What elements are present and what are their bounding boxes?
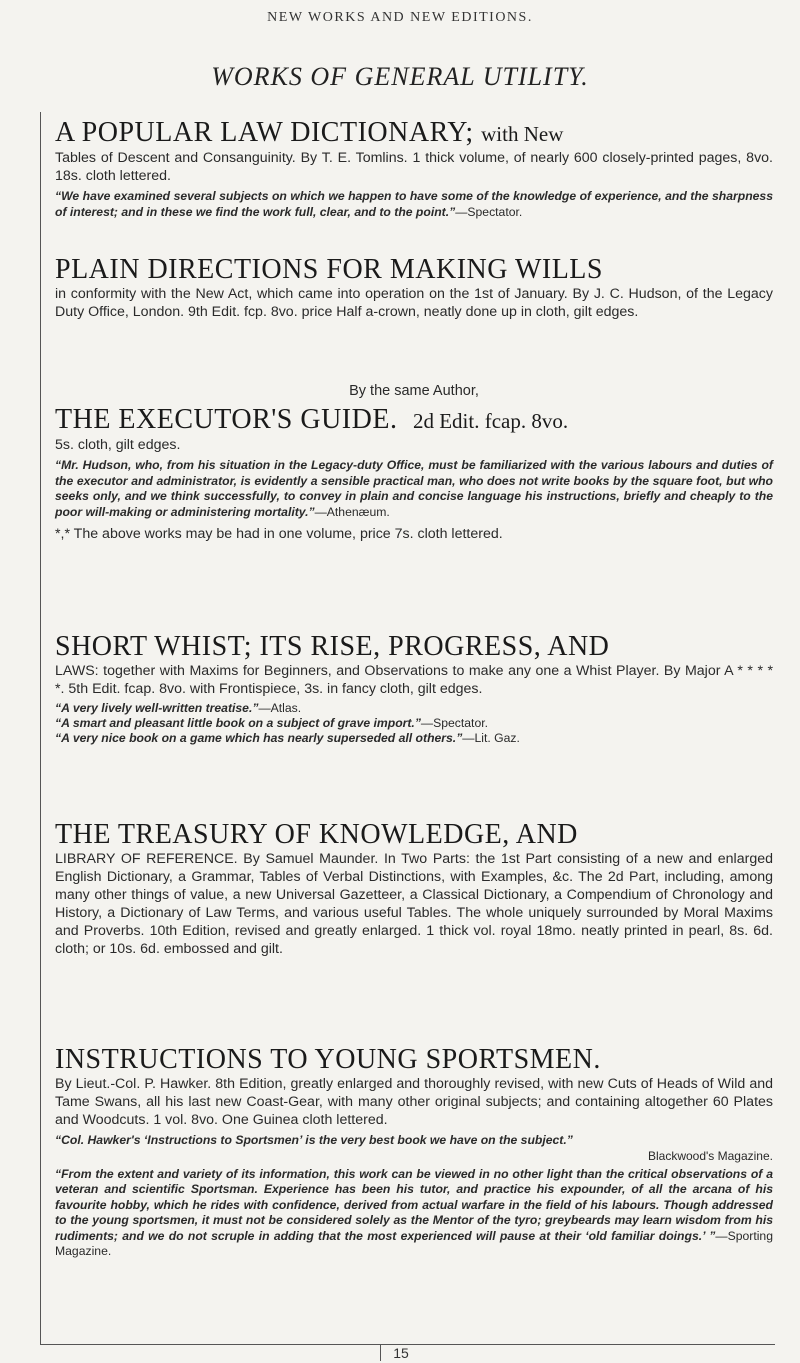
entry-short-whist bbox=[55, 632, 773, 746]
entry-title bbox=[55, 405, 773, 436]
entry-title-suffix: 2d Edit. fcap. 8vo. bbox=[412, 409, 569, 433]
review-quote bbox=[55, 458, 773, 520]
review-source: —Athenæum. bbox=[314, 504, 390, 519]
review-quote-text: “A smart and pleasant little book on a subject of grave import.” bbox=[55, 716, 421, 730]
entry-description: in conformity with the New Act, which came into operation on the 1st of January. By J. C. Hudson, of the Legacy Duty Office, London. 9th Edit. fcp. 8vo. price Half a-crown, neatly done up in cloth, gilt edges. bbox=[55, 286, 773, 320]
review-source: —Spectator. bbox=[455, 204, 523, 219]
review-quote-text: “We have examined several subjects on which we happen to have some of the knowledge of experience, and the sharpness of interest; and in these we find the work full, clear, and to the point.” bbox=[55, 189, 773, 219]
review-quote bbox=[55, 189, 773, 220]
entry-title-suffix: with New bbox=[481, 122, 564, 146]
entry-title: THE TREASURY OF KNOWLEDGE, AND bbox=[55, 819, 578, 850]
entry-title bbox=[55, 118, 773, 149]
review-quote: “Col. Hawker's ‘Instructions to Sportsmen’ is the very best book we have on the subject.” bbox=[55, 1133, 573, 1147]
entry-title-text: THE EXECUTOR'S GUIDE. bbox=[55, 404, 398, 435]
entry-byline: By the same Author, bbox=[349, 383, 479, 399]
review-source: —Spectator. bbox=[420, 716, 488, 730]
page-number: 15 bbox=[380, 1345, 421, 1361]
review-quote-text: “A very nice book on a game which has nearly superseded all others.” bbox=[55, 731, 463, 745]
section-title: WORKS OF GENERAL UTILITY. bbox=[211, 62, 589, 91]
review-quote-text: “From the extent and variety of its information, this work can be viewed in no other light than the critical observations of a veteran and scientific Sportsman. Experience has been his tutor, and practice his expounder, of all the arcana of his favourite hobby, which he rides with confidence, derived from actual warfare in the field of his labours. Though addressed to the young sportsmen, it must not be considered solely as the Mentor of the tyro; greybeards may learn wisdom from his rudiments; and we do not scruple in adding that the most experienced will pause at their ‘old familiar doings.’ ” bbox=[55, 1166, 773, 1243]
entry-plain-directions-wills bbox=[55, 255, 773, 321]
entry-title: SHORT WHIST; ITS RISE, PROGRESS, AND bbox=[55, 631, 610, 662]
entry-law-dictionary bbox=[55, 118, 773, 220]
entry-description: 5s. cloth, gilt edges. bbox=[55, 437, 181, 453]
review-quote-extended bbox=[55, 1167, 773, 1260]
entry-description: By Lieut.-Col. P. Hawker. 8th Edition, greatly enlarged and thoroughly revised, with new Cuts of Heads of Wild and Tame Swans, all his last new Coast-Gear, with many other original subjects; and containing altogether 60 Plates and Woodcuts. 1 vol. 8vo. One Guinea cloth lettered. bbox=[55, 1076, 773, 1128]
review-source: —Sporting Magazine. bbox=[55, 1228, 773, 1258]
edition-note: *,* The above works may be had in one volume, price 7s. cloth lettered. bbox=[55, 526, 503, 542]
entry-description: Tables of Descent and Consanguinity. By T. E. Tomlins. 1 thick volume, of nearly 600 closely-printed pages, 8vo. 18s. cloth lettered. bbox=[55, 150, 773, 184]
entry-title-text: A POPULAR LAW DICTIONARY; bbox=[55, 117, 474, 148]
entry-description: LIBRARY OF REFERENCE. By Samuel Maunder. In Two Parts: the 1st Part consisting of a new and enlarged English Dictionary, a Grammar, Tables of Verbal Distinctions, with Examples, &c. The 2d Part, including, among many other things of value, a new Universal Gazetteer, a Classical Dictionary, a Compendium of Chronology and History, a Dictionary of Law Terms, and various useful Tables. The whole uniquely surrounded by Moral Maxims and Proverbs. 10th Edition, revised and greatly enlarged. 1 thick vol. royal 18mo. neatly printed in pearl, 8s. 6d. cloth; or 10s. 6d. embossed and gilt. bbox=[55, 851, 773, 957]
review-quote bbox=[55, 716, 773, 731]
entry-instructions-young-sportsmen bbox=[55, 1045, 773, 1260]
review-source: —Atlas. bbox=[258, 701, 302, 715]
review-quote-text: “Mr. Hudson, who, from his situation in the Legacy-duty Office, must be familiarized with the various labours and duties of the executor and administrator, is evidently a sensible practical man, who does not write books by the square foot, but who seeks only, and we think successfully, to convey in plain and concise language his instructions, briefly and cheaply to the poor will-making or administering mortality.” bbox=[55, 458, 773, 519]
left-border-rule bbox=[40, 112, 41, 1344]
entry-treasury-of-knowledge bbox=[55, 820, 773, 958]
entry-title: INSTRUCTIONS TO YOUNG SPORTSMEN. bbox=[55, 1044, 601, 1075]
entry-title: PLAIN DIRECTIONS FOR MAKING WILLS bbox=[55, 254, 603, 285]
review-quote bbox=[55, 701, 773, 716]
running-head: NEW WORKS AND NEW EDITIONS. bbox=[267, 10, 533, 25]
review-source: Blackwood's Magazine. bbox=[647, 1148, 773, 1163]
entry-executors-guide bbox=[55, 383, 773, 543]
review-source: —Lit. Gaz. bbox=[462, 731, 520, 745]
review-quote bbox=[55, 731, 773, 746]
review-quote-text: “A very lively well-written treatise.” bbox=[55, 701, 259, 715]
entry-description: LAWS: together with Maxims for Beginners, and Observations to make any one a Whist Player. By Major A * * * * *. 5th Edit. fcap. 8vo. with Frontispiece, 3s. in fancy cloth, gilt edges. bbox=[55, 663, 773, 697]
